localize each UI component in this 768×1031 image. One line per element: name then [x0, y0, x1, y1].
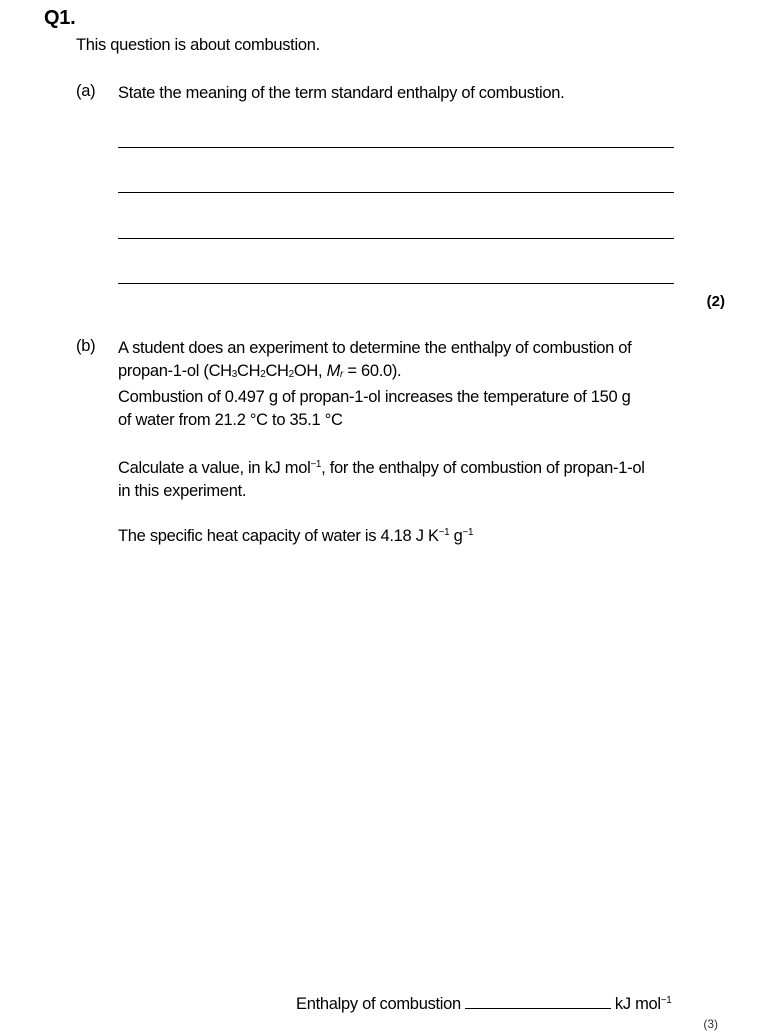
answer-label: Enthalpy of combustion — [296, 995, 461, 1013]
part-b-line3: Combustion of 0.497 g of propan-1-ol increases the temperature of 150 g — [118, 388, 631, 406]
part-b-line1: A student does an experiment to determine the enthalpy of combustion of — [118, 339, 632, 357]
answer-line-1[interactable] — [118, 147, 674, 148]
part-b-line4: of water from 21.2 °C to 35.1 °C — [118, 411, 343, 429]
enthalpy-answer-field[interactable] — [465, 994, 611, 1009]
question-intro: This question is about combustion. — [76, 36, 320, 54]
part-b-stem — [118, 337, 718, 432]
part-b-label: (b) — [76, 337, 96, 355]
part-b-calc-prompt: Calculate a value, in kJ mol$^{-1}$, for the enthalpy of combustion of propan-1-ol in this experiment. — [118, 459, 645, 500]
answer-row — [296, 989, 716, 1016]
answer-unit: kJ mol$^{-1}$ — [614, 995, 672, 1013]
answer-line-3[interactable] — [118, 238, 674, 239]
question-number: Q1. — [44, 7, 76, 29]
answer-line-2[interactable] — [118, 192, 674, 193]
part-a-prompt: State the meaning of the term standard enthalpy of combustion. — [118, 84, 565, 102]
part-a-label: (a) — [76, 82, 96, 100]
answer-line-4[interactable] — [118, 283, 674, 284]
part-a-marks: (2) — [706, 293, 725, 310]
part-b-marks-partial: (3) — [703, 1017, 718, 1031]
part-b-formula-line: propan-1-ol ($CH_3CH_2CH_2OH$, $M_r = 60.0$). — [118, 362, 402, 380]
part-b-shc: The specific heat capacity of water is 4.18 J $K^{-1}$ $g^{-1}$ — [118, 527, 474, 545]
